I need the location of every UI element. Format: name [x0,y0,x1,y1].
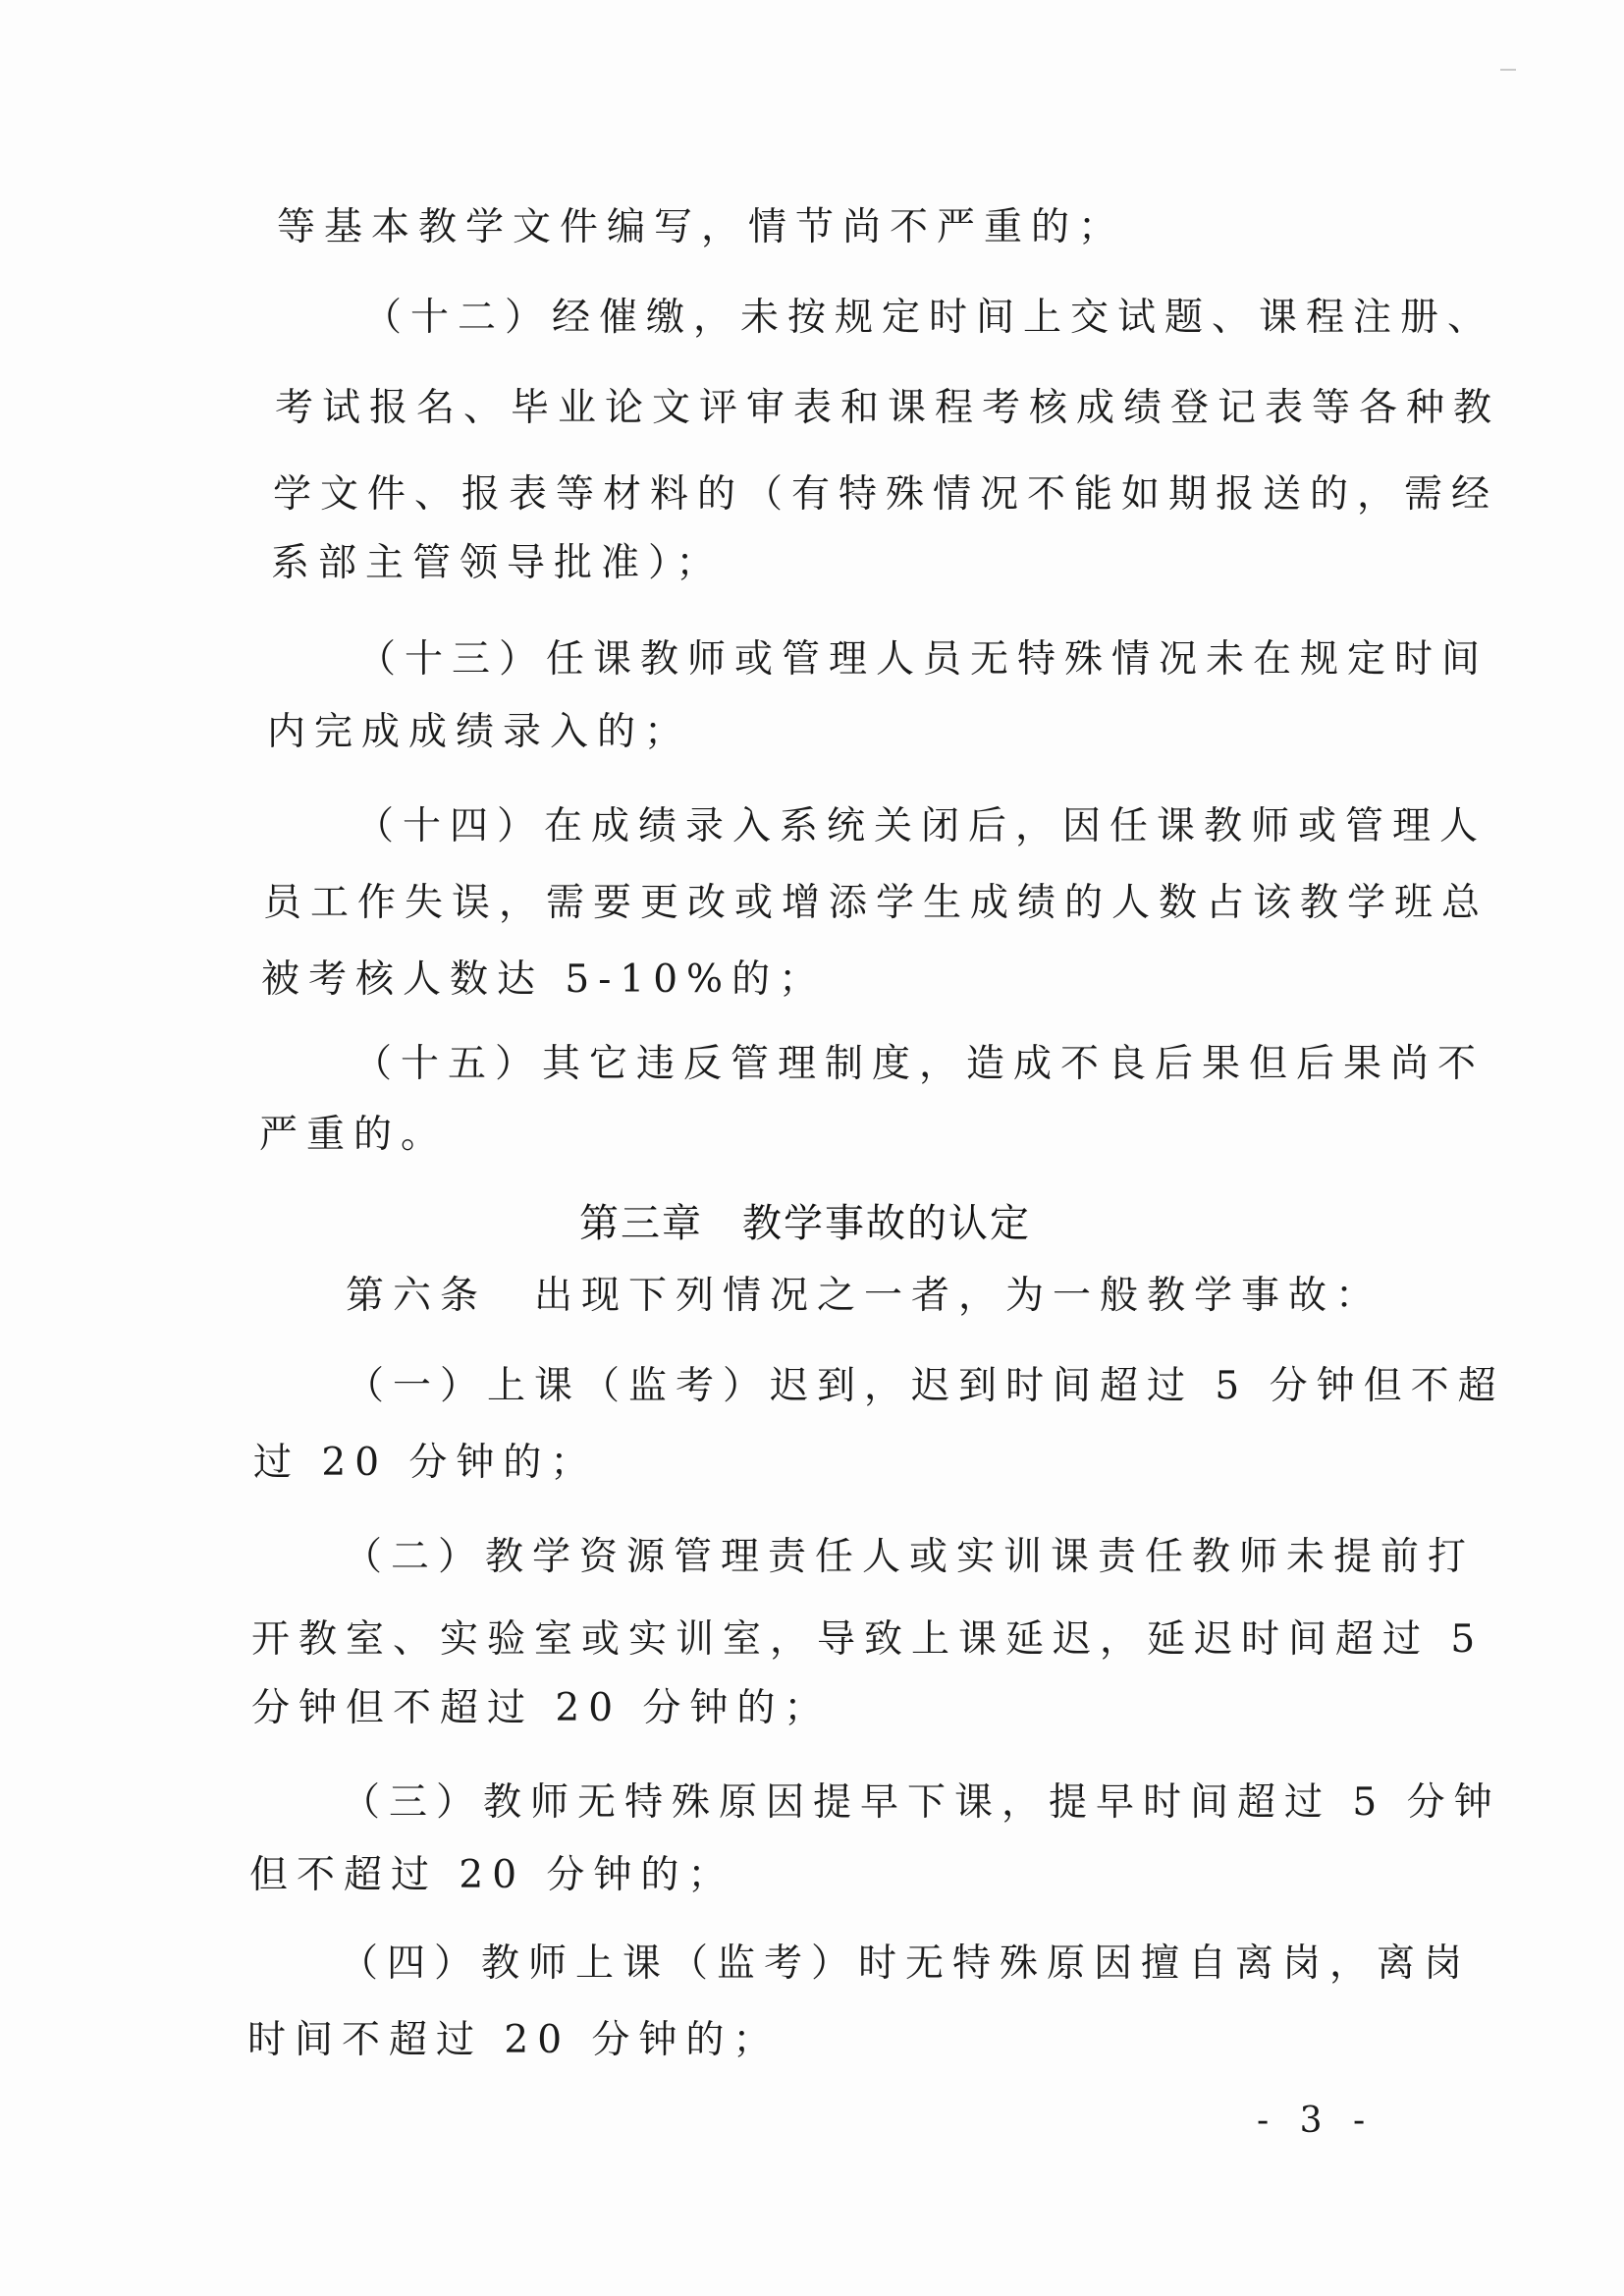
text-line: 过 20 分钟的； [253,1441,598,1485]
article-line: 第六条 出现下列情况之一者，为一般教学事故： [346,1274,1383,1318]
text-line: 员工作失误，需要更改或增添学生成绩的人数占该教学班总 [263,881,1489,925]
text-line: （十三）任课教师或管理人员无特殊情况未在规定时间 [357,637,1489,682]
text-line: 分钟但不超过 20 分钟的； [251,1686,832,1730]
text-line: （三）教师无特殊原因提早下课，提早时间超过 5 分钟 [342,1780,1501,1825]
text-line: 学文件、报表等材料的（有特殊情况不能如期报送的，需经 [273,472,1499,517]
text-line: （一）上课（监考）迟到，迟到时间超过 5 分钟但不超 [346,1364,1505,1408]
text-line: 系部主管领导批准）； [271,541,724,585]
text-line: （十二）经催缴，未按规定时间上交试题、课程注册、 [363,296,1495,340]
text-line: 被考核人数达 5-10%的； [261,957,827,1002]
text-line: 开教室、实验室或实训室，导致上课延迟，延迟时间超过 5 [251,1617,1485,1662]
text-line: 考试报名、毕业论文评审表和课程考核成绩登记表等各种教 [275,386,1501,430]
text-line: （二）教学资源管理责任人或实训课责任教师未提前打 [344,1535,1476,1579]
text-line: （十四）在成绩录入系统关闭后，因任课教师或管理人 [355,804,1488,848]
scan-mark [1500,69,1516,71]
text-line: 时间不超过 20 分钟的； [247,2018,781,2062]
text-line: 但不超过 20 分钟的； [249,1853,735,1897]
text-line: 等基本教学文件编写，情节尚不严重的； [277,205,1126,249]
text-line: （四）教师上课（监考）时无特殊原因擅自离岗，离岗 [340,1941,1472,1986]
text-line: 严重的。 [259,1113,449,1157]
text-line: （十五）其它违反管理制度，造成不良后果但后果尚不 [353,1042,1486,1086]
chapter-number: 第三章 [579,1201,703,1246]
chapter-heading [579,1200,1031,1247]
chapter-title: 教学事故的认定 [742,1201,1031,1246]
text-line: 内完成成绩录入的； [267,710,692,754]
page-number: - 3 - [1257,2101,1376,2141]
